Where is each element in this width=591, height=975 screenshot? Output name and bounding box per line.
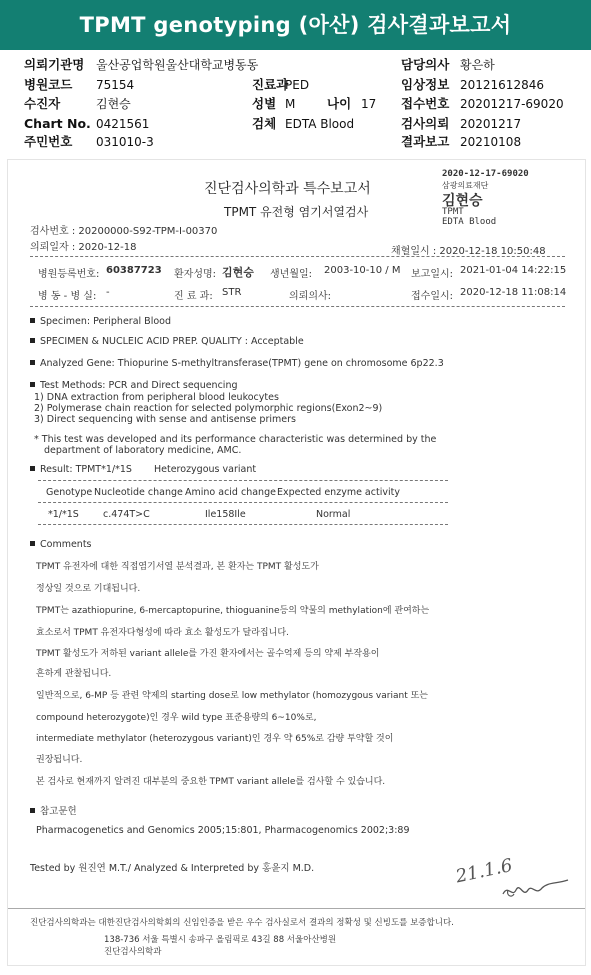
doctor-value: 황은하 (460, 58, 495, 72)
req-org-label: 의뢰기관명 (24, 57, 85, 72)
stamp-name: 김현승 (442, 193, 483, 209)
table-bottom-rule (38, 524, 448, 525)
scanned-report (8, 160, 585, 965)
footer-address: 138-736 서울 특별시 송파구 올림픽로 43길 88 서울아산병원 (104, 935, 337, 945)
name-label: 환자성명: (174, 269, 217, 280)
report-date-value: 20210108 (460, 135, 522, 149)
col-amino: Amino acid change (185, 487, 276, 498)
report-date-label2: 보고일시: (411, 269, 454, 280)
comment-line: compound heterozygote)인 경우 wild type 표준용량의 6~10%로, (36, 713, 317, 723)
dept-value: PED (285, 78, 310, 92)
report-header (0, 52, 591, 152)
comment-line: 흔하게 관찰됩니다. (36, 669, 112, 679)
cell-genotype: *1/*1S (48, 509, 79, 520)
comment-line: intermediate methylator (heterozygous variant)인 경우 약 65%로 감량 투약할 것이 (36, 734, 394, 744)
result-type: Heterozygous variant (154, 464, 257, 475)
comment-line: 정상일 것으로 기대됩니다. (36, 584, 141, 594)
recv-date-value: 2020-12-18 11:08:14 (460, 287, 567, 298)
age-label: 나이 (327, 96, 352, 111)
clin-info-value: 20121612846 (460, 78, 544, 92)
clin-info-label: 임상정보 (401, 77, 450, 92)
stamp-test: TPMT (442, 207, 464, 217)
references: Pharmacogenetics and Genomics 2005;15:801, Pharmacogenomics 2002;3:89 (36, 825, 410, 836)
id-label: 주민번호 (24, 134, 73, 149)
reg-no-value: 60387723 (106, 265, 162, 276)
req-date-label: 검사의뢰 (401, 116, 450, 131)
hosp-code-label: 병원코드 (24, 77, 73, 92)
req-date-value: 20201217 (460, 117, 522, 131)
report-date-label: 결과보고 (401, 134, 450, 149)
footer-certification: 진단검사의학과는 대한진단검사의학회의 신임인증을 받은 우수 검사실로서 결과의 정확성 및 신빙도를 보증합니다. (30, 918, 454, 928)
chart-label: Chart No. (24, 116, 91, 131)
comments-title: Comments (30, 539, 92, 550)
comment-line: TPMT 유전자에 대한 직접염기서열 분석결과, 본 환자는 TPMT 활성도가 (36, 562, 319, 572)
method-2: 2) Polymerase chain reaction for selected polymorphic regions(Exon2~9) (34, 403, 383, 414)
patient-value: 김현승 (96, 97, 131, 111)
id-value: 031010-3 (96, 135, 154, 149)
ward-value: - (106, 287, 110, 298)
footer-rule (8, 908, 585, 909)
hosp-code-value: 75154 (96, 78, 135, 92)
divider (30, 306, 565, 307)
cell-nucleotide: c.474T>C (103, 509, 150, 520)
comment-line: 효소로서 TPMT 유전자다형성에 따라 효소 활성도가 달라집니다. (36, 628, 289, 638)
references-title: 참고문헌 (30, 803, 77, 817)
col-activity: Expected enzyme activity (277, 487, 400, 498)
comment-line: TPMT는 azathiopurine, 6-mercaptopurine, thioguanine등의 약물의 methylation에 관여하는 (36, 606, 430, 616)
handwritten-signature (448, 854, 578, 908)
footer-dept: 진단검사의학과 (104, 947, 162, 957)
comment-line: 본 검사로 현재까지 알려진 대부분의 중요한 TPMT variant allele를 검사할 수 있습니다. (36, 777, 386, 787)
doc-label: 의뢰의사: (289, 291, 332, 302)
recv-no-value: 20201217-69020 (460, 97, 564, 111)
draw-date: 채혈일시 : 2020-12-18 10:50:48 (391, 246, 546, 257)
cell-amino: Ile158Ile (205, 509, 246, 520)
methods-title: Test Methods: PCR and Direct sequencing (30, 380, 238, 391)
dept-title: 진단검사의학과 특수보고서 (204, 181, 371, 197)
report-subtitle: TPMT 유전형 염기서열검사 (224, 205, 369, 219)
specimen-line: Specimen: Peripheral Blood (30, 316, 171, 327)
stamp-tube: EDTA Blood (442, 217, 497, 227)
gene-line: Analyzed Gene: Thiopurine S-methyltransferase(TPMT) gene on chromosome 6p22.3 (30, 358, 444, 369)
dob-label: 생년월일: (270, 269, 313, 280)
comment-line: 일반적으로, 6-MP 등 관련 약제의 starting dose로 low methylator (homozygous variant 또는 (36, 691, 428, 701)
stamp-org: 삼광의료재단 (442, 181, 489, 190)
doctor-label: 담당의사 (401, 57, 450, 72)
patient-label: 수진자 (24, 96, 61, 111)
dept-label: 진료과 (252, 77, 289, 92)
divider (30, 256, 565, 257)
test-number: 검사번호 : 20200000-S92-TPM-I-00370 (30, 226, 218, 237)
stamp-date: 2020-12-17-69020 (442, 169, 529, 179)
table-top-rule (38, 480, 448, 481)
sex-label: 성별 (252, 96, 277, 111)
specimen-label: 검체 (252, 116, 277, 131)
comment-line: 권장됩니다. (36, 755, 83, 765)
report-date-value2: 2021-01-04 14:22:15 (460, 265, 567, 276)
col-genotype: Genotype (46, 487, 93, 498)
method-3: 3) Direct sequencing with sense and antisense primers (34, 414, 296, 425)
result-line: Result: TPMT*1/*1S (30, 464, 132, 475)
name-value: 김현승 (222, 266, 254, 279)
col-nucleotide: Nucleotide change (94, 487, 183, 498)
sig-date: 21.1.6 (453, 854, 515, 888)
sex-value: M (285, 97, 296, 111)
note-2: department of laboratory medicine, AMC. (44, 445, 242, 456)
note-1: * This test was developed and its performance characteristic was determined by the (34, 434, 437, 445)
dob-value: 2003-10-10 / M (324, 265, 401, 276)
comment-line: TPMT 활성도가 저하된 variant allele를 가진 환자에서는 골수억제 등의 약제 부작용이 (36, 649, 380, 659)
specimen-value: EDTA Blood (285, 117, 355, 131)
rep-dept-label: 진 료 과: (174, 291, 213, 302)
recv-no-label: 접수번호 (401, 96, 450, 111)
request-date: 의뢰일자 : 2020-12-18 (30, 242, 137, 253)
chart-value: 0421561 (96, 117, 150, 131)
quality-line: SPECIMEN & NUCLEIC ACID PREP. QUALITY : Acceptable (30, 336, 304, 347)
req-org-value: 울산공업학원울산대학교병동동 (96, 58, 259, 72)
age-value: 17 (361, 97, 377, 111)
ward-label: 병 동 - 병 실: (38, 291, 97, 302)
reg-no-label: 병원등록번호: (38, 269, 100, 280)
tested-by: Tested by 원진연 M.T./ Analyzed & Interpreted by 홍윤지 M.D. (30, 863, 315, 874)
table-mid-rule (38, 502, 448, 503)
rep-dept-value: STR (222, 287, 242, 298)
page-title: TPMT genotyping (아산) 검사결과보고서 (0, 0, 591, 50)
cell-activity: Normal (316, 509, 351, 520)
recv-date-label: 접수일시: (411, 291, 454, 302)
method-1: 1) DNA extraction from peripheral blood leukocytes (34, 392, 279, 403)
